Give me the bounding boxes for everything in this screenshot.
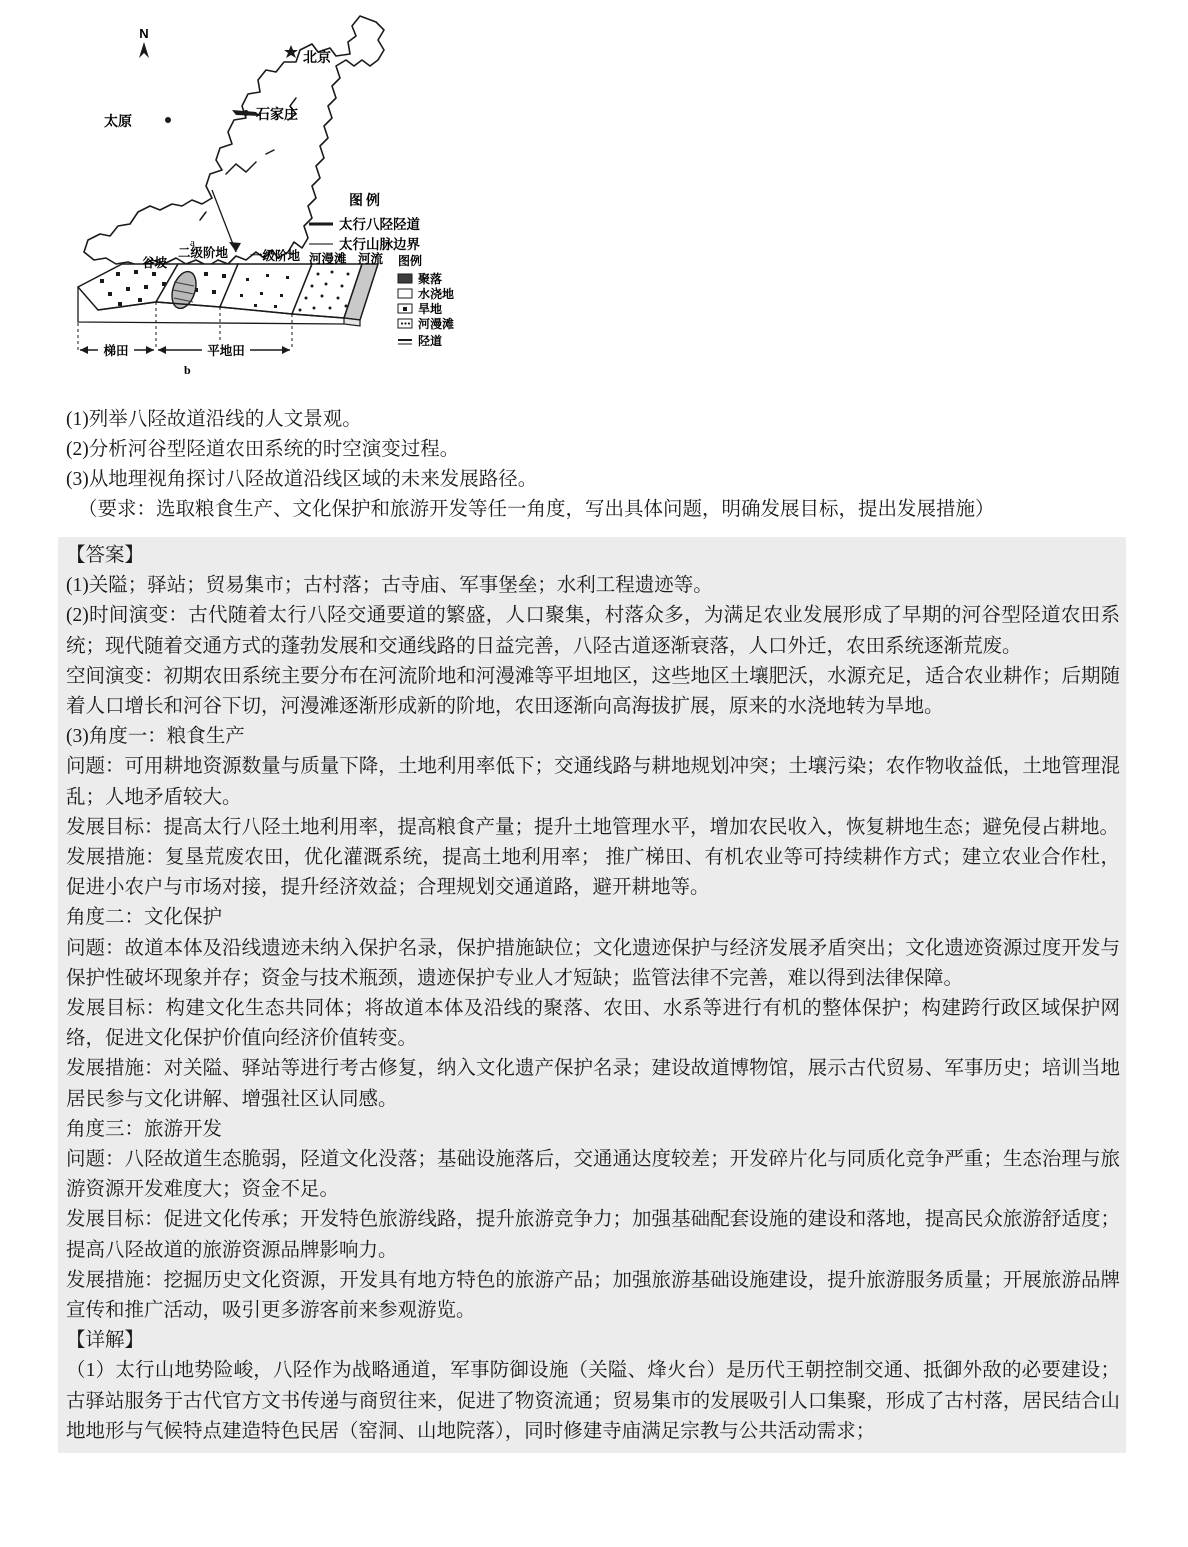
question-item-3: (3)从地理视角探讨八陉故道沿线区域的未来发展路径。 — [66, 469, 538, 490]
answer-paragraph: 发展目标：促进文化传承；开发特色旅游线路，提升旅游竞争力；加强基础配套设施的建设和落地，提高民众旅游舒适度；提高八陉故道的旅游资源品牌影响力。 — [66, 1209, 1120, 1261]
city-dot-taiyuan — [165, 117, 171, 123]
map-legend — [309, 192, 420, 252]
river-front-face — [344, 318, 360, 326]
map-to-section-arrow — [212, 190, 241, 252]
answer-and-explanation-region — [58, 537, 1126, 1453]
section-legend-label-dryland: 旱地 — [418, 302, 443, 316]
figure-block — [0, 0, 1188, 398]
section-legend-title: 图例 — [398, 254, 423, 268]
valley-cross-section — [78, 245, 454, 377]
question-list — [66, 405, 1126, 525]
answer-paragraph: 问题：可用耕地资源数量与质量下降，土地利用率低下；交通线路与耕地规划冲突；土壤污染；农作物收益低，土地管理混乱；人地矛盾较大。 — [66, 756, 1120, 808]
zone-label-floodplain: 河漫滩 — [309, 252, 347, 266]
city-label-beijing: 北京 — [303, 49, 331, 65]
answer-paragraph: 发展措施：复垦荒废农田，优化灌溉系统，提高土地利用率； 推广梯田、有机农业等可持续耕作方式；建立农业合作杜， 促进小农户与市场对接，提升经济效益；合理规划交通道路，避开耕地等。 — [66, 847, 1120, 899]
city-label-taiyuan: 太原 — [104, 113, 132, 129]
answer-paragraph: 发展目标：提高太行八陉土地利用率，提高粮食产量；提升土地管理水平，增加农民收入，恢复耕地生态；避免侵占耕地。 — [66, 816, 1120, 838]
answer-heading: 【答案】 — [66, 545, 145, 566]
answer-paragraph: 角度三：旅游开发 — [66, 1118, 223, 1140]
section-sublabel-b: b — [184, 363, 191, 377]
explanation-heading: 【详解】 — [66, 1330, 145, 1352]
answer-paragraph: 发展措施：对关隘、驿站等进行考古修复，纳入文化遗产保护名录；建设故道博物馆，展示古代贸易、军事历史；培训当地居民参与文化讲解、增强社区认同感。 — [66, 1058, 1120, 1110]
dryland-dot-icon — [403, 307, 407, 311]
map-legend-label-route: 太行八陉陉道 — [339, 217, 420, 232]
explanation-paragraph: （1）太行山地势险峻，八陉作为战略通道，军事防御设施（关隘、烽火台）是历代王朝控制交通、抵御外敌的必要建设；古驿站服务于古代官方文书传递与商贸往来，促进了物资流通；贸易集市的发展吸引人口集聚，形成了古村落，居民结合山地地形与气候特点建造特色民居（窑洞、山地院落），同时修建寺庙满足宗教与公共活动需求； — [66, 1360, 1120, 1442]
zone-label-second-terrace: 二级阶地 — [178, 246, 229, 260]
zone-label-valley-slope: 谷坡 — [142, 256, 168, 270]
section-legend-label-irrigated: 水浇地 — [418, 287, 455, 301]
question-requirement-note: （要求：选取粮食生产、文化保护和旅游开发等任一角度，写出具体问题，明确发展目标，提出发展措施） — [78, 499, 995, 520]
zone-label-first-terrace: 一级阶地 — [250, 249, 301, 263]
compass-needle-icon — [139, 42, 149, 58]
answer-paragraph: (1)关隘；驿站；贸易集市；古村落；古寺庙、军事堡垒；水利工程遗迹等。 — [66, 575, 713, 597]
floodplain-dots-icon — [401, 322, 410, 324]
answer-paragraph: 发展目标：构建文化生态共同体；将故道本体及沿线的聚落、农田、水系等进行有机的整体保护；构建跨行政区域保护网络，促进文化保护价值向经济价值转变。 — [66, 998, 1120, 1050]
answer-paragraph: (3)角度一：粮食生产 — [66, 726, 245, 748]
section-legend-label-xingroad: 陉道 — [418, 334, 443, 348]
question-item-1: (1)列举八陉故道沿线的人文景观。 — [66, 409, 362, 430]
capital-star-icon — [284, 45, 298, 58]
section-legend-swatch-settlement — [398, 274, 412, 283]
section-legend — [398, 253, 454, 348]
compass-north-letter: N — [139, 26, 149, 41]
question-item-2: (2)分析河谷型陉道农田系统的时空演变过程。 — [66, 439, 460, 460]
zone-label-river: 河流 — [358, 252, 384, 266]
section-legend-label-settlement: 聚落 — [418, 272, 443, 286]
answer-paragraph: 发展措施：挖掘历史文化资源，开发具有地方特色的旅游产品；加强旅游基础设施建设，提升旅游服务质量；开展旅游品牌宣传和推广活动，吸引更多游客前来参观游览。 — [66, 1269, 1120, 1322]
answer-paragraph: 问题：八陉故道生态脆弱，陉道文化没落；基础设施落后，交通通达度较差；开发碎片化与同质化竞争严重；生态治理与旅游资源开发难度大；资金不足。 — [66, 1149, 1120, 1201]
section-legend-swatch-xingroad — [398, 340, 412, 344]
answer-paragraph: 空间演变：初期农田系统主要分布在河流阶地和河漫滩等平坦地区，这些地区土壤肥沃，水源充足，适合农业耕作；后期随着人口增长和河谷下切，河漫滩逐渐形成新的阶地，农田逐渐向高海拔扩展，原来的水浇地转为旱地。 — [66, 665, 1120, 718]
city-dot-shijiazhuang — [243, 110, 249, 116]
span-label-terraced-fields: 梯田 — [103, 344, 129, 358]
compass-icon — [139, 26, 149, 58]
city-label-shijiazhuang: 石家庄 — [256, 106, 298, 122]
section-legend-label-floodplain: 河漫滩 — [418, 317, 455, 331]
answer-paragraph: 角度二：文化保护 — [66, 907, 223, 929]
answer-paragraph: 问题：故道本体及沿线遗迹未纳入保护名录，保护措施缺位；文化遗迹保护与经济发展矛盾突出；文化遗迹资源过度开发与保护性破坏现象并存；资金与技术瓶颈，遗迹保护专业人才短缺；监管法律不完善，难以得到法律保障。 — [66, 937, 1120, 989]
answer-paragraph: (2)时间演变：古代随着太行八陉交通要道的繁盛，人口聚集，村落众多，为满足农业发展形成了早期的河谷型陉道农田系统；现代随着交通方式的蓬勃发展和交通线路的日益完善，八陉古道逐渐衰落，人口外迁，农田系统逐渐荒废。 — [66, 605, 1120, 657]
taihang-figure-svg — [60, 2, 1120, 394]
map-legend-title: 图例 — [349, 192, 383, 208]
map-sublabel-a: a — [190, 237, 195, 249]
span-label-flat-fields: 平地田 — [207, 344, 245, 358]
map-legend-label-boundary: 太行山脉边界 — [339, 237, 420, 252]
section-legend-swatch-irrigated — [398, 289, 412, 298]
